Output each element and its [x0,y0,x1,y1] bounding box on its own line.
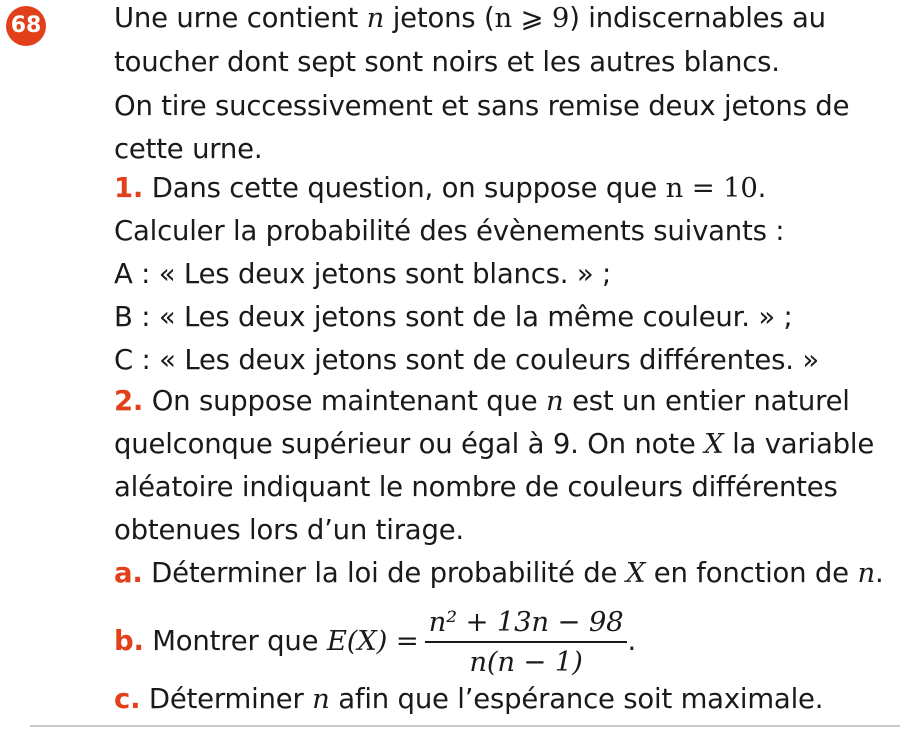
fraction-denominator: n(n − 1) [469,646,583,678]
q2-line-2 [114,426,906,462]
event-c: C : « Les deux jetons sont de couleurs différentes. » [114,344,819,376]
variable-n: n [857,557,875,589]
text: . [627,625,636,657]
variable-n: n [366,2,385,34]
text: Une urne contient [114,2,367,34]
variable-x: X [625,557,646,589]
expectation-lhs: E(X) = [326,625,419,657]
subquestion-b-label: b. [114,625,144,657]
condition: n ⩾ 9 [494,2,570,34]
variable-x: X [704,428,724,460]
fraction-numerator: n² + 13n − 98 [425,605,628,643]
q1-line-2: Calculer la probabilité des évènements suivants : [114,215,785,247]
q2-line-4: obtenues lors d’un tirage. [114,514,464,546]
text: Montrer que [143,625,327,657]
expectation-fraction [425,605,628,679]
text: quelconque supérieur ou égal à 9. On note [114,428,705,460]
q2c-line [114,681,906,717]
bottom-divider [30,725,900,727]
question-number: 2. [114,385,144,417]
text: Dans cette question, on suppose que [143,172,666,204]
q2-line-3: aléatoire indiquant le nombre de couleurs différentes [114,471,838,503]
text: la variable [723,428,875,460]
intro-line-4: cette urne. [114,133,263,165]
question-number: 1. [114,172,144,204]
text: . [874,557,884,589]
q1-line-1 [114,170,906,206]
event-b: B : « Les deux jetons sont de la même couleur. » ; [114,301,793,333]
text: Déterminer la loi de probabilité de [142,557,626,589]
equation: n = 10 [665,172,758,204]
text: On suppose maintenant que [143,385,547,417]
event-a: A : « Les deux jetons sont blancs. » ; [114,258,612,290]
text: est un entier naturel [563,385,850,417]
text: afin que l’espérance soit maximale. [329,683,824,715]
text: en fonction de [645,557,858,589]
q2a-line [114,555,906,591]
text: Déterminer [140,683,313,715]
exercise-number-badge: 68 [6,6,46,46]
text: . [757,172,767,204]
text: ) indiscernables au [569,2,826,34]
variable-n: n [312,683,330,715]
q2b-line [114,605,906,679]
intro-line-1 [114,0,906,36]
text: jetons ( [384,2,495,34]
intro-line-3: On tire successivement et sans remise deux jetons de [114,90,850,122]
subquestion-a-label: a. [114,557,143,589]
intro-line-2: toucher dont sept sont noirs et les autres blancs. [114,46,780,78]
variable-n: n [546,385,564,417]
subquestion-c-label: c. [114,683,141,715]
q2-line-1 [114,383,906,419]
